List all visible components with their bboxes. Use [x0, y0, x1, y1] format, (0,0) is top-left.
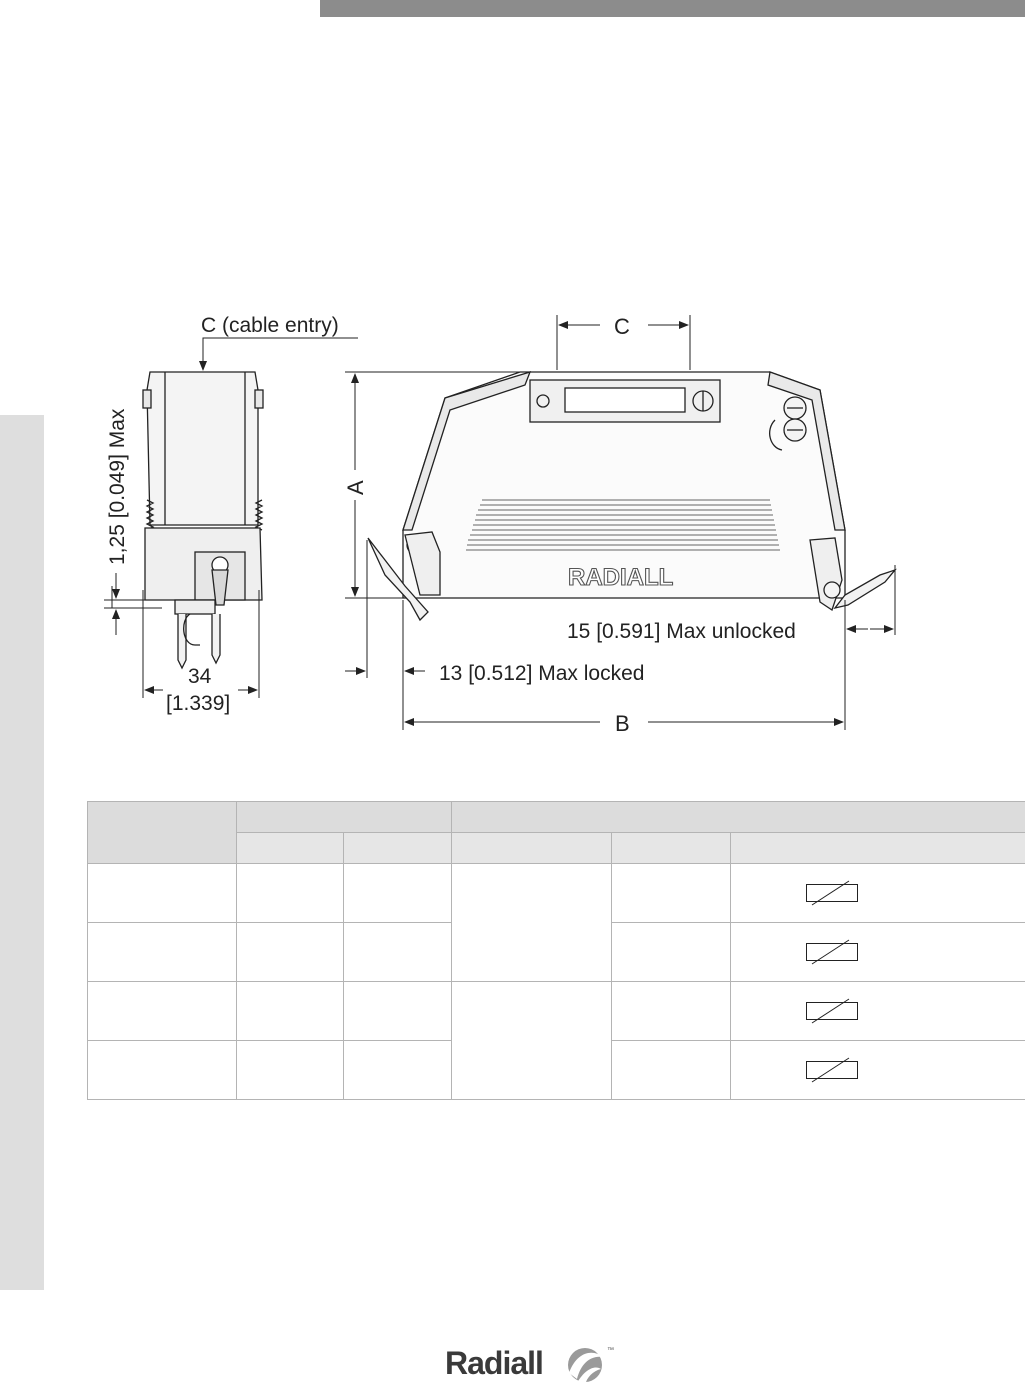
technical-drawing: [0, 290, 1025, 750]
hatched-symbol: [806, 884, 858, 902]
table-cell: [452, 982, 612, 1100]
table-cell: [344, 864, 452, 923]
table-cell: [237, 864, 344, 923]
subheader-cell: [344, 833, 452, 864]
table-cell: [612, 982, 731, 1041]
table-cell: [731, 864, 1025, 923]
table-cell: [88, 982, 237, 1041]
brand-stamp: RADIALL: [568, 564, 674, 591]
subheader-cell: [731, 833, 1025, 864]
table-cell: [88, 923, 237, 982]
table-cell: [237, 1041, 344, 1100]
width-inch: [1.339]: [166, 692, 231, 715]
top-band: [320, 0, 1025, 17]
table-header-row: [88, 802, 1025, 833]
table-cell: [237, 923, 344, 982]
header-cell: [452, 802, 1025, 833]
subheader-cell: [452, 833, 612, 864]
table-cell: [612, 1041, 731, 1100]
table-cell: [344, 982, 452, 1041]
table-row: [88, 864, 1025, 923]
side-view: [143, 372, 263, 668]
unlocked-label: 15 [0.591] Max unlocked: [567, 620, 796, 643]
dimension-a: A: [343, 480, 368, 495]
trademark: ™: [607, 1347, 614, 1354]
hatched-symbol: [806, 1002, 858, 1020]
header-cell: [237, 802, 452, 833]
table-cell: [452, 864, 612, 982]
hatched-symbol: [806, 1061, 858, 1079]
subheader-cell: [612, 833, 731, 864]
dimension-b: B: [615, 711, 630, 736]
table-cell: [731, 1041, 1025, 1100]
spec-table: [87, 801, 1025, 1100]
logo-swirl-icon: [563, 1343, 607, 1387]
locked-label: 13 [0.512] Max locked: [439, 662, 645, 685]
width-value: 34: [188, 665, 212, 688]
hatched-symbol: [806, 943, 858, 961]
table-cell: [344, 1041, 452, 1100]
radiall-logo: [445, 1343, 615, 1387]
table-cell: [237, 982, 344, 1041]
header-cell: [88, 802, 237, 864]
dimension-c: C: [614, 314, 630, 339]
table-cell: [88, 1041, 237, 1100]
table-cell: [344, 923, 452, 982]
max-dimension-label: 1,25 [0.049] Max: [106, 408, 129, 565]
table-cell: [612, 923, 731, 982]
subheader-cell: [237, 833, 344, 864]
logo-text: Radiall: [445, 1345, 543, 1381]
table-row: [88, 982, 1025, 1041]
table-cell: [612, 864, 731, 923]
table-cell: [731, 923, 1025, 982]
table-cell: [88, 864, 237, 923]
cable-entry-label: C (cable entry): [201, 314, 339, 337]
table-cell: [731, 982, 1025, 1041]
